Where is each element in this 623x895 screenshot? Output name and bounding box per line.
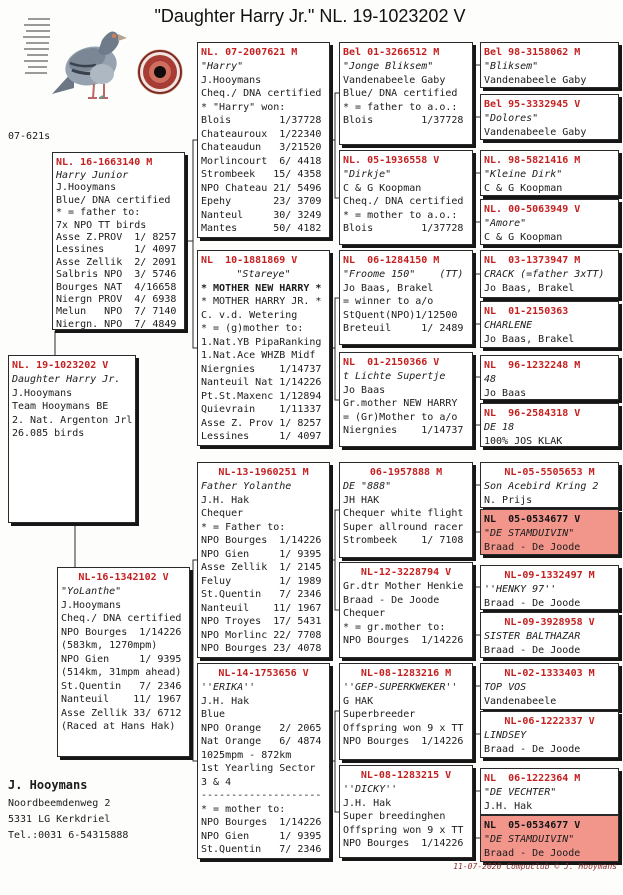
pedigree-line: ''ERIKA'': [201, 682, 256, 693]
pedigree-line: * MOTHER HARRY JR. *: [201, 296, 322, 307]
pedigree-box-charlene: [480, 301, 619, 348]
pedigree-line: Daughter Harry Jr.: [12, 374, 121, 385]
pedigree-line: Chequer white flight: [343, 508, 464, 519]
pedigree-line: J.H. Hak: [201, 494, 250, 506]
pedigree-line: Nanteuil 11/ 1967: [61, 694, 182, 705]
pedigree-line: ''DICKY'': [343, 784, 398, 795]
ring-number: NL 05-0534677 V: [484, 514, 581, 525]
pedigree-line: Epehy 23/ 3709: [201, 196, 322, 207]
pedigree-box-son-acebird: [480, 462, 619, 508]
pedigree-line: Nanteuil 11/ 1967: [201, 602, 322, 614]
pedigree-line: Super breedinghen: [343, 811, 446, 822]
pedigree-line: 1025mpm - 872km: [201, 749, 292, 761]
pedigree-line: Offspring won 9 x TT: [343, 824, 464, 836]
pedigree-box-stamduivin-2: [480, 815, 619, 862]
ring-number: 06-1957888 M: [369, 467, 443, 478]
pedigree-line: NPO Gien 1/ 9395: [201, 830, 322, 842]
pedigree-line: Braad - De Joode: [343, 594, 440, 606]
pedigree-line: Vandenabeele Gaby: [343, 74, 446, 86]
pedigree-line: Cheq./ DNA certified: [61, 613, 182, 624]
pedigree-line: "Dirkje": [343, 169, 392, 180]
pedigree-box-father-yolanthe: [197, 462, 330, 658]
pedigree-box-henky-97: [480, 565, 619, 610]
ring-number: NL-13-1960251 M: [218, 467, 309, 478]
ring-number: NL. 07-2007621 M: [201, 47, 298, 58]
pedigree-line: "DE STAMDUIVIN": [484, 528, 575, 539]
pedigree-box-lichte-supertje: [339, 352, 473, 447]
pedigree-line: 3 & 4: [201, 776, 232, 788]
pedigree-line: ''HENKY 97'': [484, 584, 557, 595]
pedigree-line: Son Acebird Kring 2: [484, 481, 599, 492]
photo-ring-label: 07-621s: [8, 131, 51, 142]
print-credit: 11-07-2020 Compuclub © J. Hooymans: [453, 862, 617, 871]
pedigree-line: Asse Zellik 33/ 6712: [61, 707, 182, 719]
pedigree-line: 7x NPO TT birds: [56, 219, 147, 231]
pedigree-line: Niergnies 1/14737: [343, 425, 464, 436]
ring-number: NL-08-1283216 M: [360, 668, 452, 679]
pedigree-line: * = gr.mother to:: [343, 621, 446, 633]
pedigree-line: Super allround racer: [343, 521, 464, 533]
pedigree-line: J.H. Hak: [343, 797, 392, 809]
pedigree-line: Nanteuil Nat 1/14226: [201, 377, 322, 388]
pedigree-line: C & G Koopman: [484, 182, 563, 194]
pedigree-line: * = Father to:: [201, 521, 286, 533]
pedigree-line: NPO Bourges 1/14226: [201, 535, 322, 546]
pedigree-line: Blue/ DNA certified: [56, 194, 171, 206]
pedigree-line: NPO Chateau 21/ 5496: [201, 182, 322, 194]
pedigree-line: C & G Koopman: [343, 182, 422, 194]
pedigree-line: J.H. Hak: [201, 695, 250, 707]
pedigree-line: Jo Baas, Brakel: [484, 282, 575, 294]
pedigree-line: G HAK: [343, 695, 374, 707]
pedigree-line: 1st Yearling Sector: [201, 763, 316, 774]
ring-number: NL-09-3928958 V: [504, 617, 595, 628]
pedigree-line: * = mother to:: [201, 803, 286, 815]
pedigree-line: = winner to a/o: [343, 296, 434, 307]
pedigree-box-subject: [8, 355, 136, 523]
pedigree-line: 1.Nat.Ace WHZB Midf: [201, 350, 316, 361]
pedigree-box-stamduivin-1: [480, 509, 619, 555]
pedigree-line: "DE VECHTER": [484, 787, 557, 798]
pedigree-box-erika: [197, 663, 330, 859]
pedigree-line: NPO Bourges 1/14226: [343, 838, 464, 849]
pedigree-line: Cheq./ DNA certified: [201, 88, 322, 99]
ring-number: NL 01-2150366 V: [343, 357, 440, 368]
pedigree-line: StQuent(NPO)1/12500: [343, 309, 458, 321]
pedigree-line: Chequer: [343, 608, 386, 619]
ring-number: NL 03-1373947 M: [484, 255, 581, 266]
pedigree-line: Blue: [201, 709, 226, 720]
pedigree-line: Vandenabeele: [484, 695, 557, 707]
pedigree-line: (Raced at Hans Hak): [61, 721, 176, 732]
pedigree-line: Niergn. NPO 7/ 4849: [56, 318, 177, 330]
pedigree-box-stareye: [197, 250, 330, 446]
pedigree-line: Asse Z. Prov 1/ 8257: [201, 417, 322, 429]
ring-number: NL-16-1342102 V: [78, 572, 169, 583]
pedigree-line: Lessines 1/ 4097: [56, 244, 177, 256]
pedigree-line: NPO Bourges 1/14226: [343, 736, 464, 747]
pedigree-line: J.H. Hak: [484, 800, 533, 812]
pedigree-line: Morlincourt 6/ 4418: [201, 155, 322, 167]
pedigree-box-dolores: [480, 94, 619, 140]
pedigree-line: Asse Z.PROV 1/ 8257: [56, 232, 177, 244]
ring-number: NL 01-2150363: [484, 306, 569, 317]
ring-number: NL 10-1881869 V: [201, 255, 298, 266]
pedigree-line: DE "888": [343, 481, 392, 492]
pedigree-box-crack: [480, 250, 619, 298]
pedigree-line: * = mother to a.o.:: [343, 209, 458, 221]
ring-number: NL-14-1753656 V: [218, 668, 309, 679]
pedigree-line: 26.085 birds: [12, 428, 85, 439]
pedigree-line: "Kleine Dirk": [484, 169, 563, 180]
pedigree-line: J.Hooymans: [61, 599, 122, 611]
pedigree-line: Blois 1/37728: [201, 115, 322, 126]
pedigree-line: Pt.St.Maxenc 1/12894: [201, 390, 322, 402]
ring-number: NL-09-1332497 M: [504, 570, 595, 581]
pedigree-line: Harry Junior: [56, 170, 129, 181]
pedigree-line: Nat Orange 6/ 4874: [201, 736, 322, 747]
pedigree-line: NPO Bourges 23/ 4078: [201, 643, 322, 654]
pedigree-box-bliksem: [480, 42, 619, 88]
pedigree-box-gep-superkweker: [339, 663, 473, 760]
pedigree-line: Cheq./ DNA certified: [343, 196, 464, 207]
pedigree-line: * = (g)mother to:: [201, 323, 304, 334]
pedigree-line: NPO Gien 1/ 9395: [201, 548, 322, 560]
pedigree-box-48: [480, 355, 619, 400]
pedigree-line: NPO Bourges 1/14226: [343, 635, 464, 646]
pedigree-line: Braad - De Joode: [484, 644, 581, 656]
pedigree-line: * MOTHER NEW HARRY *: [201, 282, 322, 294]
ring-number: Bel 98-3158062 M: [484, 47, 581, 58]
pedigree-line: DE 18: [484, 422, 515, 433]
pedigree-line: St.Quentin 7/ 2346: [61, 680, 182, 692]
pedigree-line: 1.Nat.YB PipaRanking: [201, 336, 322, 348]
pedigree-line: t Lichte Supertje: [343, 371, 446, 382]
pedigree-line: LINDSEY: [484, 730, 527, 741]
pedigree-line: NPO Troyes 17/ 5431: [201, 616, 322, 627]
pedigree-box-dicky: [339, 765, 473, 858]
pedigree-line: "Stareye": [236, 269, 291, 280]
pedigree-line: Braad - De Joode: [484, 597, 581, 609]
pedigree-line: NPO Bourges 1/14226: [61, 626, 182, 638]
pedigree-line: Breteuil 1/ 2489: [343, 323, 464, 334]
pedigree-line: CRACK (=father 3xTT): [484, 269, 605, 280]
breeder-name: J. Hooymans: [8, 778, 88, 792]
pedigree-box-mother: [57, 567, 190, 757]
pedigree-line: --------------------: [201, 790, 322, 801]
pedigree-box-de-888: [339, 462, 473, 558]
ring-number: NL. 00-5063949 V: [484, 204, 581, 215]
ring-number: NL. 16-1663140 M: [56, 157, 153, 168]
pedigree-line: NPO Bourges 1/14226: [201, 817, 322, 828]
pedigree-line: Blois 1/37728: [343, 223, 464, 234]
pedigree-line: Blue/ DNA certified: [343, 88, 458, 99]
pedigree-box-de-18: [480, 403, 619, 447]
pedigree-box-froome: [339, 250, 473, 345]
pedigree-line: "Bliksem": [484, 61, 539, 72]
ring-number: NL 96-1232248 M: [484, 360, 581, 371]
pedigree-line: Vandenabeele Gaby: [484, 126, 587, 138]
pedigree-line: Jo Baas: [484, 387, 527, 399]
pedigree-line: * = father to:: [56, 207, 141, 219]
pedigree-line: C & G Koopman: [484, 231, 563, 243]
pedigree-box-de-vechter: [480, 768, 619, 815]
pedigree-line: NPO Gien 1/ 9395: [61, 653, 182, 665]
pedigree-line: Jo Baas, Brakel: [343, 282, 434, 294]
pedigree-line: Feluy 1/ 1989: [201, 575, 322, 587]
pedigree-box-amore: [480, 199, 619, 245]
breeder-city: 5331 LG Kerkdriel: [8, 814, 111, 825]
pedigree-line: C. v.d. Wetering: [201, 309, 298, 321]
ring-number: NL-06-1222337 V: [504, 716, 595, 727]
page-title: "Daughter Harry Jr." NL. 19-1023202 V: [154, 6, 466, 26]
pedigree-line: Gr.dtr Mother Henkie: [343, 581, 464, 592]
pedigree-line: 2. Nat. Argenton Jrl: [12, 414, 133, 426]
ring-number: NL. 05-1936558 V: [343, 155, 440, 166]
ring-number: NL 06-1222364 M: [484, 773, 581, 784]
pedigree-line: 100% JOS KLAK: [484, 435, 563, 447]
pedigree-line: Salbris NPO 3/ 5746: [56, 269, 177, 281]
pedigree-line: Bourges NAT 4/16658: [56, 281, 177, 293]
pedigree-line: "DE STAMDUIVIN": [484, 834, 575, 845]
ring-number: NL. 19-1023202 V: [12, 360, 109, 371]
pedigree-line: "YoLanthe": [61, 586, 122, 597]
pedigree-line: Team Hooymans BE: [12, 401, 109, 412]
pedigree-line: * = father to a.o.:: [343, 101, 458, 113]
ring-number: NL-12-3228794 V: [360, 567, 452, 578]
ring-number: NL-02-1333403 M: [504, 668, 595, 679]
pedigree-box-lindsey: [480, 711, 619, 758]
pedigree-line: Niergnies 1/14737: [201, 363, 322, 375]
pedigree-box-top-vos: [480, 663, 619, 710]
pedigree-line: St.Quentin 7/ 2346: [201, 844, 322, 855]
pedigree-box-grdtr-henkie: [339, 562, 473, 658]
pedigree-line: NPO Morlinc 22/ 7708: [201, 629, 322, 641]
pedigree-line: "Amore": [484, 218, 527, 229]
pedigree-line: Gr.mother NEW HARRY: [343, 398, 458, 409]
pedigree-box-jonge-bliksem: [339, 42, 473, 145]
pedigree-line: Strombeek 15/ 4358: [201, 169, 322, 180]
pedigree-line: SISTER BALTHAZAR: [484, 631, 581, 642]
pedigree-line: Asse Zellik 1/ 2145: [201, 562, 322, 573]
pedigree-line: N. Prijs: [484, 494, 533, 506]
pedigree-line: J.Hooymans: [201, 74, 262, 86]
pedigree-box-harry: [197, 42, 330, 238]
pedigree-line: J.Hooymans: [12, 387, 73, 399]
pedigree-line: Blois 1/37728: [343, 115, 464, 126]
ring-number: NL 06-1284150 M: [343, 255, 440, 266]
ring-number: NL. 98-5821416 M: [484, 155, 581, 166]
pedigree-line: Offspring won 9 x TT: [343, 722, 464, 734]
pedigree-line: JH HAK: [343, 494, 380, 506]
ring-number: NL 05-0534677 V: [484, 820, 581, 831]
pedigree-line: Jo Baas: [343, 384, 386, 396]
pedigree-line: = (Gr)Mother to a/o: [343, 411, 458, 423]
pedigree-line: Quievrain 1/11337: [201, 404, 322, 415]
pedigree-line: Niergn PROV 4/ 6938: [56, 294, 177, 306]
pedigree-line: (583km, 1270mpm): [61, 640, 158, 651]
pedigree-line: Braad - De Joode: [484, 541, 581, 553]
ring-number: Bel 01-3266512 M: [343, 47, 440, 58]
pedigree-line: Jo Baas, Brakel: [484, 333, 575, 345]
ring-number: NL 96-2584318 V: [484, 408, 581, 419]
pedigree-line: Braad - De Joode: [484, 743, 581, 755]
ring-number: NL-08-1283215 V: [360, 770, 452, 781]
pedigree-line: Nanteul 30/ 3249: [201, 209, 322, 221]
pedigree-line: Chequer: [201, 508, 244, 519]
pedigree-box-sister-balthazar: [480, 612, 619, 658]
pedigree-line: * "Harry" won:: [201, 101, 286, 113]
pedigree-box-kleine-dirk: [480, 150, 619, 196]
breeder-phone: Tel.:0031 6-54315888: [8, 830, 129, 841]
pedigree-line: Braad - De Joode: [484, 847, 581, 859]
pedigree-line: "Froome 150" (TT): [343, 269, 464, 280]
pedigree-line: Strombeek 1/ 7108: [343, 535, 464, 546]
pedigree-line: 48: [484, 374, 497, 385]
ring-number: Bel 95-3332945 V: [484, 99, 581, 110]
pedigree-line: "Jonge Bliksem": [343, 61, 434, 72]
pedigree-line: Chateauroux 1/22340: [201, 128, 322, 140]
pedigree-line: CHARLENE: [484, 320, 533, 331]
pedigree-line: NPO Orange 2/ 2065: [201, 722, 322, 734]
pedigree-line: "Harry": [201, 61, 244, 72]
pedigree-line: J.Hooymans: [56, 182, 117, 194]
pedigree-line: Vandenabeele Gaby: [484, 74, 587, 86]
pedigree-line: St.Quentin 7/ 2346: [201, 589, 322, 600]
pedigree-line: Superbreeder: [343, 709, 416, 720]
pedigree-line: ''GEP-SUPERKWEKER'': [343, 682, 458, 693]
pedigree-line: Melun NPO 7/ 7140: [56, 306, 177, 318]
pedigree-line: Lessines 1/ 4097: [201, 431, 322, 442]
pedigree-line: Chateaudun 3/21520: [201, 142, 322, 153]
pedigree-line: TOP VOS: [484, 682, 527, 693]
pedigree-line: (514km, 31mpm ahead): [61, 667, 182, 678]
breeder-street: Noordbeemdenweg 2: [8, 798, 111, 809]
pedigree-line: "Dolores": [484, 113, 539, 124]
pedigree-line: Asse Zellik 2/ 2091: [56, 256, 177, 268]
pedigree-line: Mantes 50/ 4182: [201, 223, 322, 234]
pedigree-line: Father Yolanthe: [201, 481, 292, 492]
ring-number: NL-05-5505653 M: [504, 467, 595, 478]
pedigree-box-father: [52, 152, 185, 330]
pedigree-box-dirkje: [339, 150, 473, 245]
